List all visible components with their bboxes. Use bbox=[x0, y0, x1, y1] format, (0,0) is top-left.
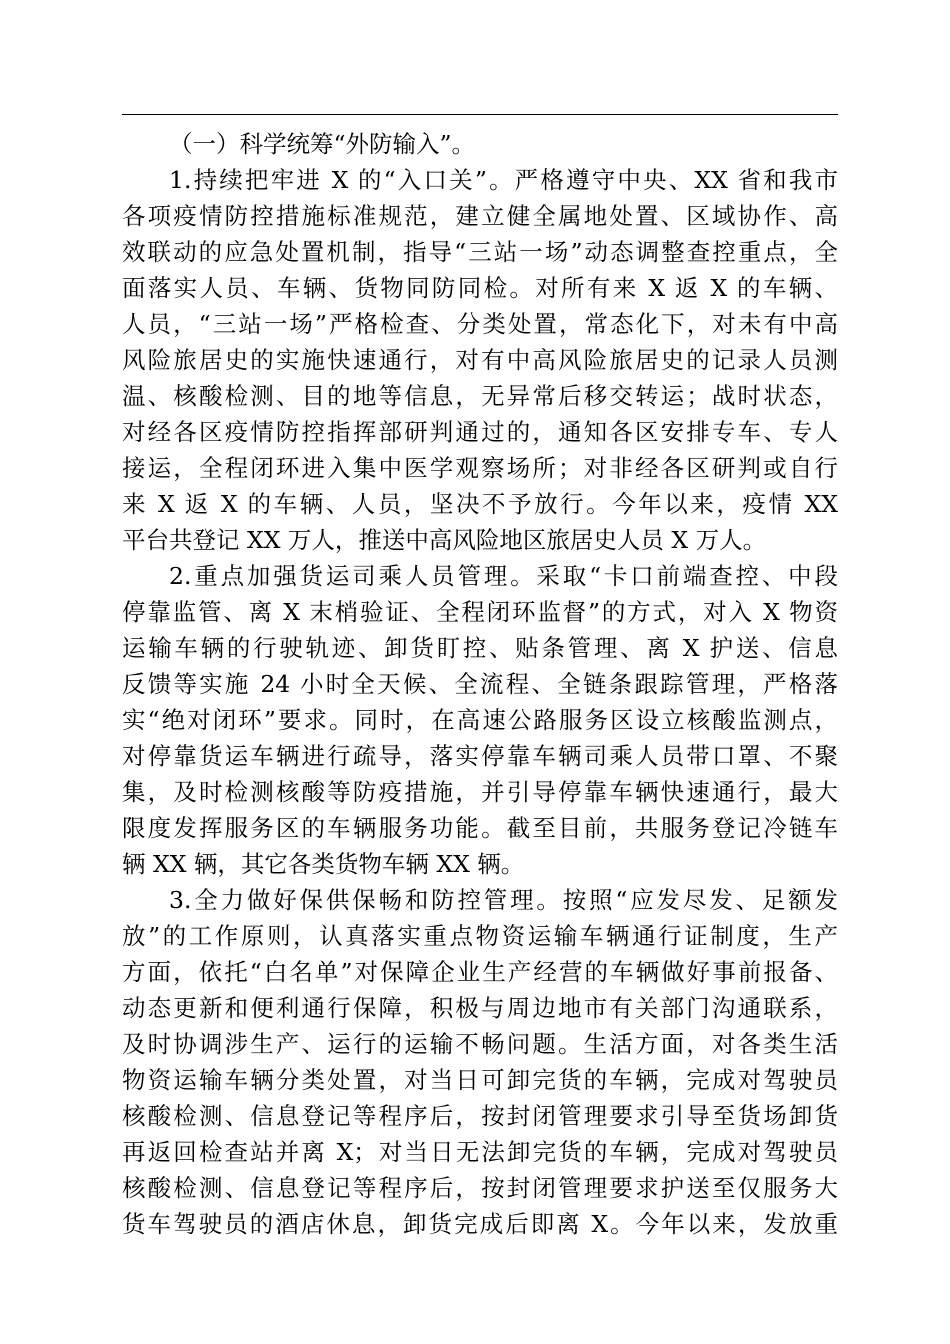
text-line: 停靠监管、离 X 末梢验证、全程闭环监督”的方式，对入 X 物资 bbox=[122, 598, 838, 626]
text-line: 各项疫情防控措施标准规范，建立健全属地处置、区域协作、高 bbox=[122, 202, 838, 230]
text-line: （一）科学统筹“外防输入”。 bbox=[169, 130, 476, 158]
paragraph-supply-assurance bbox=[122, 882, 838, 1242]
text-line: 温、核酸检测、目的地等信息，无异常后移交转运；战时状态， bbox=[122, 382, 838, 410]
text-line: 平台共登记 XX 万人，推送中高风险地区旅居史人员 X 万人。 bbox=[122, 526, 767, 554]
text-line: 动态更新和便利通行保障，积极与周边地市有关部门沟通联系， bbox=[122, 994, 838, 1022]
section-heading bbox=[122, 126, 838, 162]
text-line: 再返回检查站并离 X；对当日无法卸完货的车辆，完成对驾驶员 bbox=[122, 1138, 838, 1166]
document-body bbox=[122, 126, 838, 1242]
text-line: 对停靠货运车辆进行疏导，落实停靠车辆司乘人员带口罩、不聚 bbox=[122, 742, 838, 770]
text-line: 人员，“三站一场”严格检查、分类处置，常态化下，对未有中高 bbox=[122, 310, 838, 338]
header-rule bbox=[122, 114, 838, 115]
text-line: 货车驾驶员的酒店休息，卸货完成后即离 X。今年以来，发放重 bbox=[122, 1210, 838, 1238]
text-line: 核酸检测、信息登记等程序后，按封闭管理要求护送至仅服务大 bbox=[122, 1174, 838, 1202]
text-line: 反馈等实施 24 小时全天候、全流程、全链条跟踪管理，严格落 bbox=[122, 670, 838, 698]
text-line: 物资运输车辆分类处置，对当日可卸完货的车辆，完成对驾驶员 bbox=[122, 1066, 838, 1094]
paragraph-freight-management bbox=[122, 558, 838, 882]
paragraph-entry-control bbox=[122, 162, 838, 558]
text-line: 风险旅居史的实施快速通行，对有中高风险旅居史的记录人员测 bbox=[122, 346, 838, 374]
text-line: 放”的工作原则，认真落实重点物资运输车辆通行证制度，生产 bbox=[122, 922, 838, 950]
text-line: 核酸检测、信息登记等程序后，按封闭管理要求引导至货场卸货 bbox=[122, 1102, 838, 1130]
text-line: 集，及时检测核酸等防疫措施，并引导停靠车辆快速通行，最大 bbox=[122, 778, 838, 806]
text-line: 限度发挥服务区的车辆服务功能。截至目前，共服务登记冷链车 bbox=[122, 814, 838, 842]
text-line: 面落实人员、车辆、货物同防同检。对所有来 X 返 X 的车辆、 bbox=[122, 274, 838, 302]
text-line: 效联动的应急处置机制，指导“三站一场”动态调整查控重点，全 bbox=[122, 238, 838, 266]
text-line: 2.重点加强货运司乘人员管理。采取“卡口前端查控、中段 bbox=[169, 562, 838, 590]
text-line: 接运，全程闭环进入集中医学观察场所；对非经各区研判或自行 bbox=[122, 454, 838, 482]
text-line: 来 X 返 X 的车辆、人员，坚决不予放行。今年以来，疫情 XX bbox=[122, 490, 838, 518]
text-line: 对经各区疫情防控指挥部研判通过的，通知各区安排专车、专人 bbox=[122, 418, 838, 446]
text-line: 1.持续把牢进 X 的“入口关”。严格遵守中央、XX 省和我市 bbox=[169, 166, 838, 194]
text-line: 辆 XX 辆，其它各类货物车辆 XX 辆。 bbox=[122, 850, 525, 878]
text-line: 方面，依托“白名单”对保障企业生产经营的车辆做好事前报备、 bbox=[122, 958, 838, 986]
text-line: 实“绝对闭环”要求。同时，在高速公路服务区设立核酸监测点， bbox=[122, 706, 838, 734]
text-line: 3.全力做好保供保畅和防控管理。按照“应发尽发、足额发 bbox=[169, 886, 838, 914]
text-line: 及时协调涉生产、运行的运输不畅问题。生活方面，对各类生活 bbox=[122, 1030, 838, 1058]
text-line: 运输车辆的行驶轨迹、卸货盯控、贴条管理、离 X 护送、信息 bbox=[122, 634, 838, 662]
